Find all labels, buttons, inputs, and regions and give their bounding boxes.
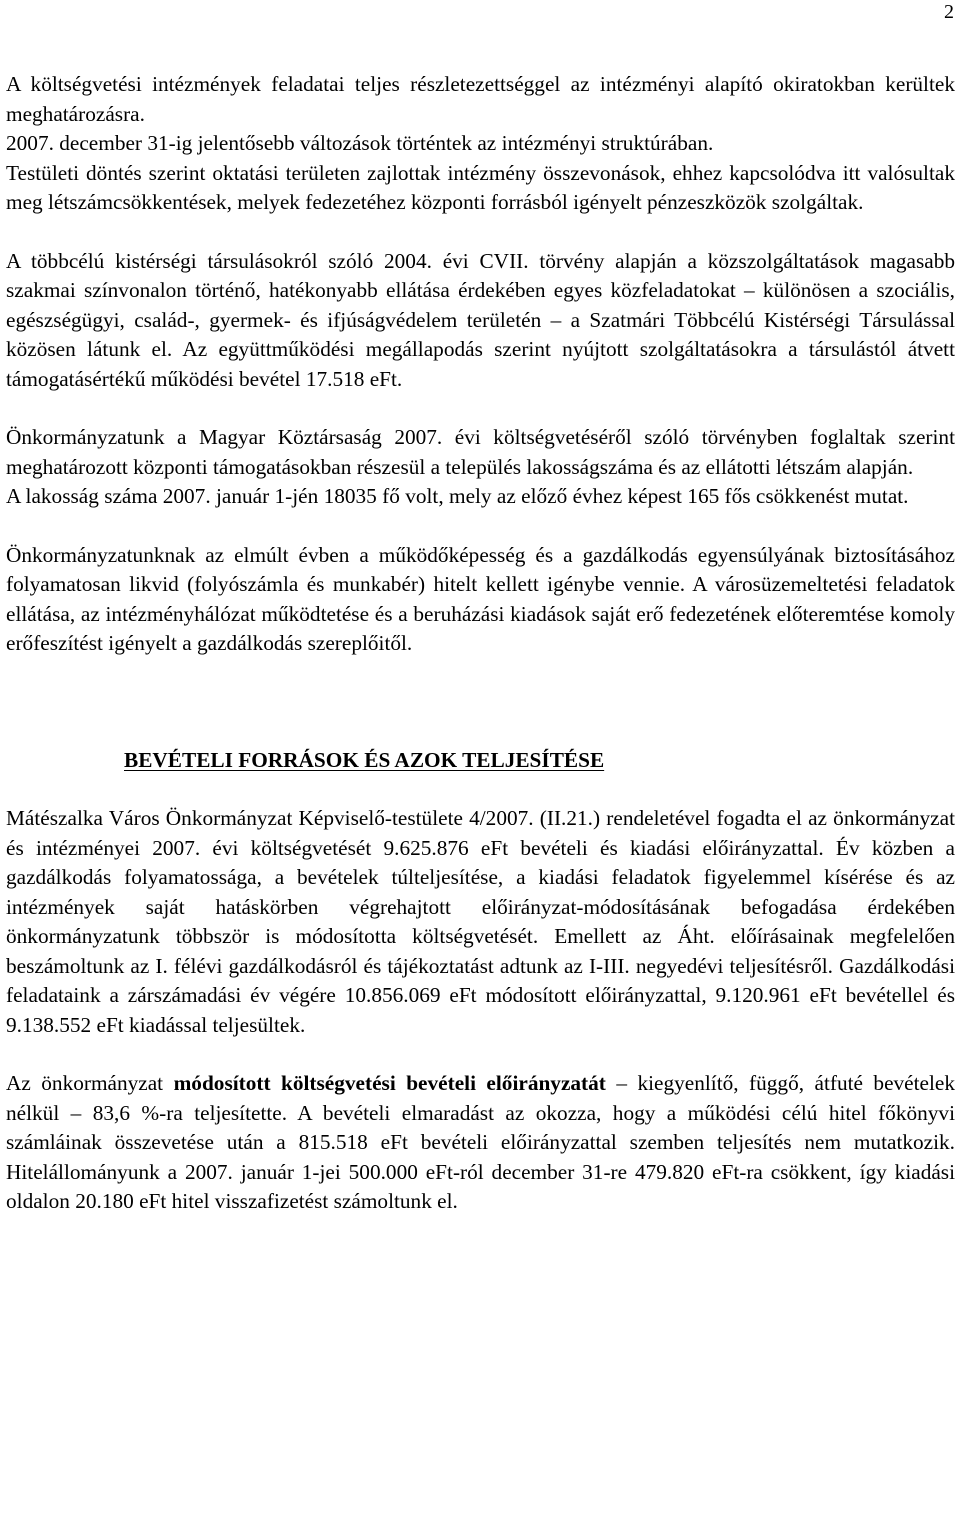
section-heading: BEVÉTELI FORRÁSOK ÉS AZOK TELJESÍTÉSE — [124, 747, 605, 772]
spacer — [6, 1040, 955, 1069]
paragraph-intro-3: Testületi döntés szerint oktatási területen zajlottak intézmény összevonások, ehhez kapcsolódva itt valósultak meg létszámcsökkentések, melyek fedezetéhez központi forrásból igényelt pénzeszközök szolgáltak. — [6, 160, 955, 214]
paragraph-bevetel-bold: módosított költségvetési bevételi előirányzatát — [173, 1071, 606, 1095]
document-body — [6, 70, 955, 1217]
spacer — [6, 218, 955, 247]
paragraph-bevetel-pre: Az önkormányzat — [6, 1071, 174, 1095]
paragraph-rendelet: Mátészalka Város Önkormányzat Képviselő-testülete 4/2007. (II.21.) rendeletével fogadta el az önkormányzat és intézményei 2007. évi költségvetését 9.625.876 eFt bevételi és kiadási előirányzattal. Év közben a gazdálkodás folyamatossága, a bevételek túlteljesítése, a kiadási feladatok figyelemmel kísérése és az intézmények saját hatáskörben végrehajtott előirányzat-módosításának befogadása érdekében önkormányzatunk többször is módosította költségvetését. Emellett az Áht. előírásainak megfelelően beszámoltunk az I. félévi gazdálkodásról és tájékoztatást adtunk az I-III. negyedévi teljesítésről. Gazdálkodási feladataink a zárszámadási év végére 10.856.069 eFt módosított előirányzattal, 9.120.961 eFt bevétellel és 9.138.552 eFt kiadással teljesültek. — [6, 806, 955, 1037]
paragraph-gazdalkodas: Önkormányzatunknak az elmúlt évben a működőképesség és a gazdálkodás egyensúlyának biztosításához folyamatosan likvid (folyószámla és munkabér) hitelt kellett igénybe vennie. A városüzemeltetési feladatok ellátása, az intézményhálózat működtetése és a beruházási kiadások saját erő fedezetének előteremtése komoly erőfeszítést igényelt a gazdálkodás szereplőitől. — [6, 542, 955, 655]
paragraph-lakossag: A lakosság száma 2007. január 1-jén 18035 fő volt, mely az előző évhez képest 165 fős csökkenést mutat. — [6, 484, 909, 508]
page-number: 2 — [944, 1, 954, 23]
spacer — [6, 775, 955, 804]
spacer — [6, 394, 955, 423]
spacer — [6, 659, 955, 746]
paragraph-bevetel-post: – kiegyenlítő, függő, átfuté bevételek nélkül – 83,6 %-ra teljesítette. A bevételi elmaradást az okozza, hogy a működési célú hitel főkönyvi számláinak összevetése után a 815.518 eFt bevételi előirányzattal szemben teljesítés nem mutatkozik. Hitelállományunk a 2007. január 1-jei 500.000 eFt-ról december 31-re 479.820 eFt-ra csökkent, így kiadási oldalon 20.180 eFt hitel visszafizetést számoltunk el. — [6, 1071, 956, 1213]
paragraph-kisterseg: A többcélú kistérségi társulásokról szóló 2004. évi CVII. törvény alapján a közszolgáltatások magasabb szakmai színvonalon történő, hatékonyabb ellátása érdekében egyes közfeladatokat – különösen a szociális, egészségügyi, család-, gyermek- és ifjúságvédelem területén – a Szatmári Többcélú Kistérségi Társulással közösen látunk el. Az együttműködési megállapodás szerint nyújtott szolgáltatásokra a társulástól átvett támogatásértékű működési bevétel 17.518 eFt. — [6, 248, 955, 391]
paragraph-bevetel-teljesites — [6, 1069, 955, 1217]
spacer — [6, 512, 955, 541]
paragraph-intro-2: 2007. december 31-ig jelentősebb változások történtek az intézményi struktúrában. — [6, 131, 714, 155]
paragraph-kozponti-tamogatas: Önkormányzatunk a Magyar Köztársaság 2007. évi költségvetéséről szóló törvényben foglaltak szerint meghatározott központi támogatásokban részesül a település lakosságszáma és az ellátotti létszám alapján. — [6, 425, 955, 479]
paragraph-intro-1: A költségvetési intézmények feladatai teljes részletezettséggel az intézményi alapító okiratokban kerültek meghatározásra. — [6, 72, 955, 126]
